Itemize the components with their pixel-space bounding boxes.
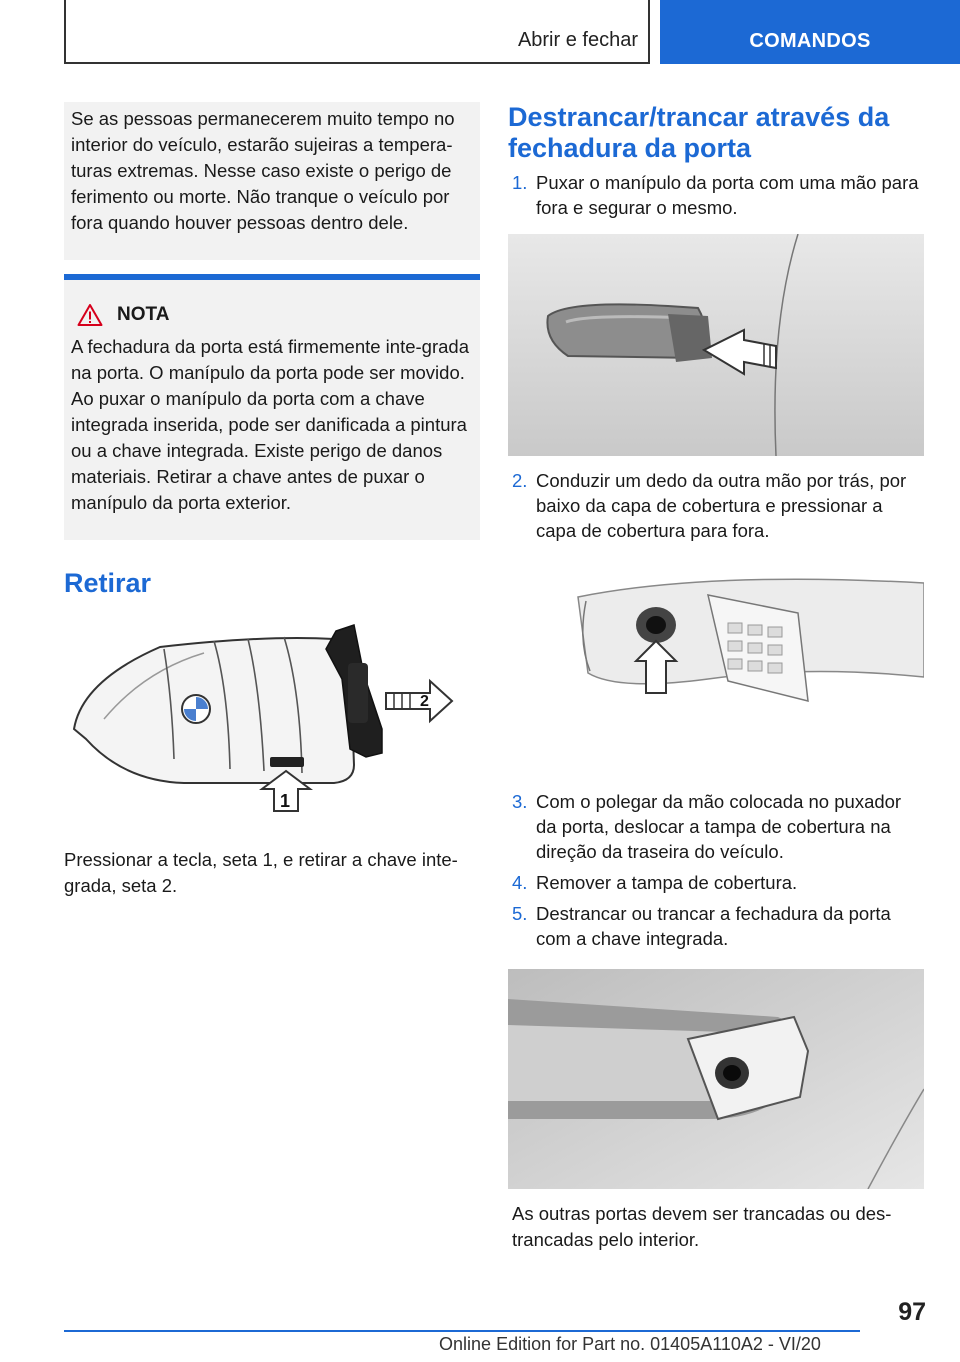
lock-cylinder-illustration — [508, 969, 924, 1189]
retirar-text: Pressionar a tecla, seta 1, e retirar a chave inte-grada, seta 2. — [64, 849, 458, 896]
header-section-title: Abrir e fechar — [517, 29, 638, 51]
step-text: Conduzir um dedo da outra mão por trás, por baixo da capa de cobertura e pressionar a capa de cobertura para fora. — [536, 470, 907, 541]
closing-text: As outras portas devem ser trancadas ou des-trancadas pelo interior. — [512, 1203, 892, 1250]
step-text: Com o polegar da mão colocada no puxador da porta, deslocar a tampa de cobertura na direção da traseira do veículo. — [536, 791, 902, 862]
step-list-a — [508, 170, 924, 220]
step-number: 2. — [512, 470, 528, 491]
step-text: Destrancar ou trancar a fechadura da porta com a chave integrada. — [536, 903, 891, 949]
step-item — [508, 901, 924, 951]
arrow-label-1: 1 — [280, 791, 291, 811]
step-text: Puxar o manípulo da porta com uma mão para fora e segurar o mesmo. — [536, 172, 919, 218]
warning-triangle-icon — [77, 303, 103, 327]
step-item — [508, 170, 924, 220]
warning-box — [64, 102, 480, 260]
step-number: 1. — [512, 172, 528, 193]
left-column — [64, 102, 480, 899]
step-item — [508, 870, 924, 895]
header-chapter-box[interactable] — [660, 0, 960, 64]
note-box — [64, 274, 480, 540]
step-text: Remover a tampa de cobertura. — [536, 872, 798, 893]
cover-cap-illustration — [508, 561, 924, 775]
door-handle-pull-illustration — [508, 234, 924, 456]
note-header — [71, 302, 472, 328]
footer-divider — [64, 1330, 860, 1332]
step-list-c — [508, 789, 924, 951]
door-lock-heading: Destrancar/trancar através da fechadura da porta — [508, 102, 890, 163]
step-list-b — [508, 468, 924, 543]
step-number: 3. — [512, 791, 528, 812]
step-number: 5. — [512, 903, 528, 924]
step-item — [508, 468, 924, 543]
page-number: 97 — [898, 1298, 926, 1326]
step-number: 4. — [512, 872, 528, 893]
warning-text: Se as pessoas permanecerem muito tempo no interior do veículo, estarão sujeiras a tempera-turas extremas. Nesse caso existe o perigo de ferimento ou morte. Não tranque o veículo por fora quando houver pessoas dentro dele. — [71, 108, 455, 233]
right-column — [508, 102, 924, 1253]
footer-edition: Online Edition for Part no. 01405A110A2 - VI/20 — [439, 1334, 821, 1354]
note-text: A fechadura da porta está firmemente inte-grada na porta. O manípulo da porta pode ser movido. Ao puxar o manípulo da porta com a chave integrada inserida, pode ser danificada a pintura ou a chave integrada. Existe perigo de danos materiais. Retirar a chave antes de puxar o manípulo da porta exterior. — [71, 336, 469, 513]
arrow-label-2: 2 — [420, 693, 429, 710]
note-title: NOTA — [117, 304, 170, 325]
header-section-box — [64, 0, 650, 64]
header-chapter-title: COMANDOS — [749, 30, 871, 52]
step-item — [508, 789, 924, 864]
retirar-heading: Retirar — [64, 568, 152, 598]
key-removal-illustration — [64, 619, 480, 815]
